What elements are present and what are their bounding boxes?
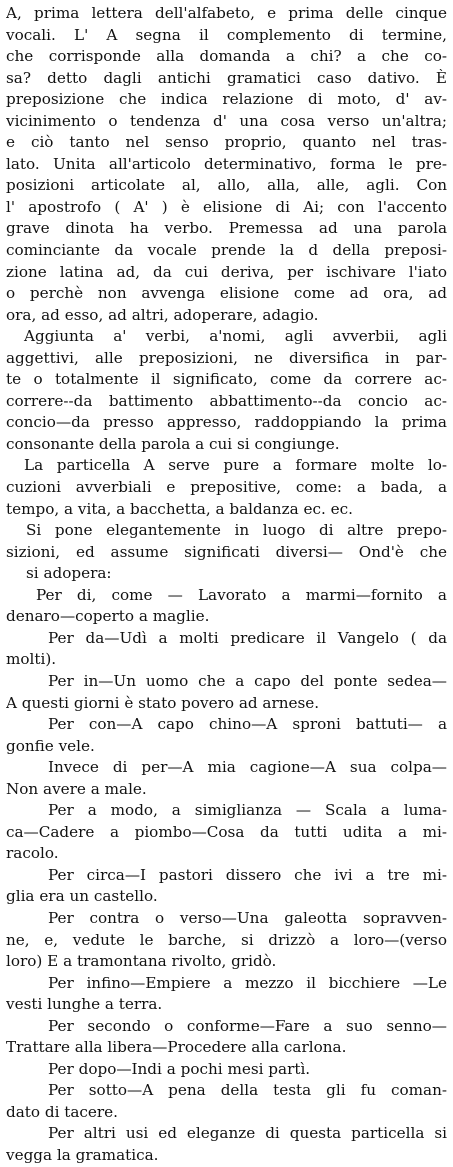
text-line: Per secondo o conforme—Fare a suo senno—	[48, 1016, 447, 1035]
text-line: consonante della parola a cui si congiunge.	[6, 434, 340, 453]
text-line: La particella A serve pure a formare molte lo-	[24, 456, 447, 475]
text-line: vesti lunghe a terra.	[6, 995, 163, 1014]
text-line: te o totalmente il significato, come da correre ac-	[6, 370, 447, 389]
text-line: vocali. L' A segna il complemento di termine,	[6, 25, 447, 44]
text-line: ne, e, vedute le barche, si drizzò a loro—(verso	[6, 930, 447, 949]
text-line: Non avere a male.	[6, 779, 147, 798]
text-line: Per a modo, a simiglianza — Scala a luma-	[48, 801, 447, 820]
text-line: ora, ad esso, ad altri, adoperare, adagio.	[6, 305, 319, 324]
text-line: Invece di per—A mia cagione—A sua colpa—	[48, 758, 447, 777]
text-line: sizioni, ed assume significati diversi— Ond'è che	[6, 542, 447, 561]
text-line: grave dinota ha verbo. Premessa ad una parola	[6, 219, 447, 238]
text-line: Per in—Un uomo che a capo del ponte sedea—	[48, 671, 447, 690]
text-line: Per di, come — Lavorato a marmi—fornito a	[36, 585, 447, 604]
text-line: molti).	[6, 650, 57, 669]
text-line: denaro—coperto a maglie.	[6, 607, 210, 626]
text-line: cuzioni avverbiali e prepositive, come: a bada, a	[6, 478, 447, 497]
text-line: posizioni articolate al, allo, alla, alle, agli. Con	[6, 176, 447, 195]
text-line: loro) E a tramontana rivolto, gridò.	[6, 952, 277, 971]
text-line: o perchè non avvenga elisione come ad ora, ad	[6, 284, 447, 303]
text-line: Per sotto—A pena della testa gli fu coman-	[48, 1081, 447, 1100]
text-line: ca—Cadere a piombo—Cosa da tutti udita a mi-	[6, 822, 447, 841]
text-line: tempo, a vita, a bacchetta, a baldanza ec. ec.	[6, 499, 353, 518]
text-line: Si pone elegantemente in luogo di altre prepo-	[26, 521, 447, 540]
text-line: A questi giorni è stato povero ad arnese.	[6, 693, 320, 712]
text-line: Trattare alla libera—Procedere alla carlona.	[6, 1038, 347, 1057]
text-line: Aggiunta a' verbi, a'nomi, agli avverbii, agli	[24, 327, 447, 346]
text-line: preposizione che indica relazione di moto, d' av-	[6, 90, 447, 109]
text-line: dato di tacere.	[6, 1102, 118, 1121]
text-line: Per dopo—Indi a pochi mesi partì.	[48, 1059, 311, 1078]
text-line: sa? detto dagli antichi gramatici caso dativo. È	[6, 68, 447, 87]
text-line: e ciò tanto nel senso proprio, quanto nel tras-	[6, 133, 447, 152]
text-line: concio—da presso appresso, raddoppiando la prima	[6, 413, 447, 432]
text-line: che corrisponde alla domanda a chi? a che co-	[6, 47, 447, 66]
text-line: aggettivi, alle preposizioni, ne diversifica in par-	[6, 348, 447, 367]
text-line: racolo.	[6, 844, 59, 863]
text-line: Per con—A capo chino—A sproni battuti— a	[48, 715, 447, 734]
text-line: zione latina ad, da cui deriva, per ischivare l'iato	[6, 262, 447, 281]
text-line: Per altri usi ed eleganze di questa particella si	[48, 1124, 447, 1143]
text-line: Per infino—Empiere a mezzo il bicchiere —Le	[48, 973, 447, 992]
text-line: lato. Unita all'articolo determinativo, forma le pre-	[6, 154, 447, 173]
text-line: Per da—Udì a molti predicare il Vangelo ( da	[48, 628, 447, 647]
text-line: cominciante da vocale prende la d della preposi-	[6, 241, 447, 260]
text-line: vicinimento o tendenza d' una cosa verso un'altra;	[6, 111, 447, 130]
text-line: l' apostrofo ( A' ) è elisione di Ai; con l'accento	[6, 197, 447, 216]
text-line: correre--da battimento abbattimento--da concio ac-	[6, 391, 447, 410]
text-line: vegga la gramatica.	[6, 1145, 159, 1164]
text-line: si adopera:	[26, 564, 112, 583]
text-line: Per contra o verso—Una galeotta sopravven-	[48, 908, 447, 927]
text-line: A, prima lettera dell'alfabeto, e prima delle cinque	[6, 4, 447, 22]
text-line: glia era un castello.	[6, 887, 158, 906]
text-line: gonfie vele.	[6, 736, 95, 755]
text-line: Per circa—I pastori dissero che ivi a tre mi-	[48, 865, 447, 884]
